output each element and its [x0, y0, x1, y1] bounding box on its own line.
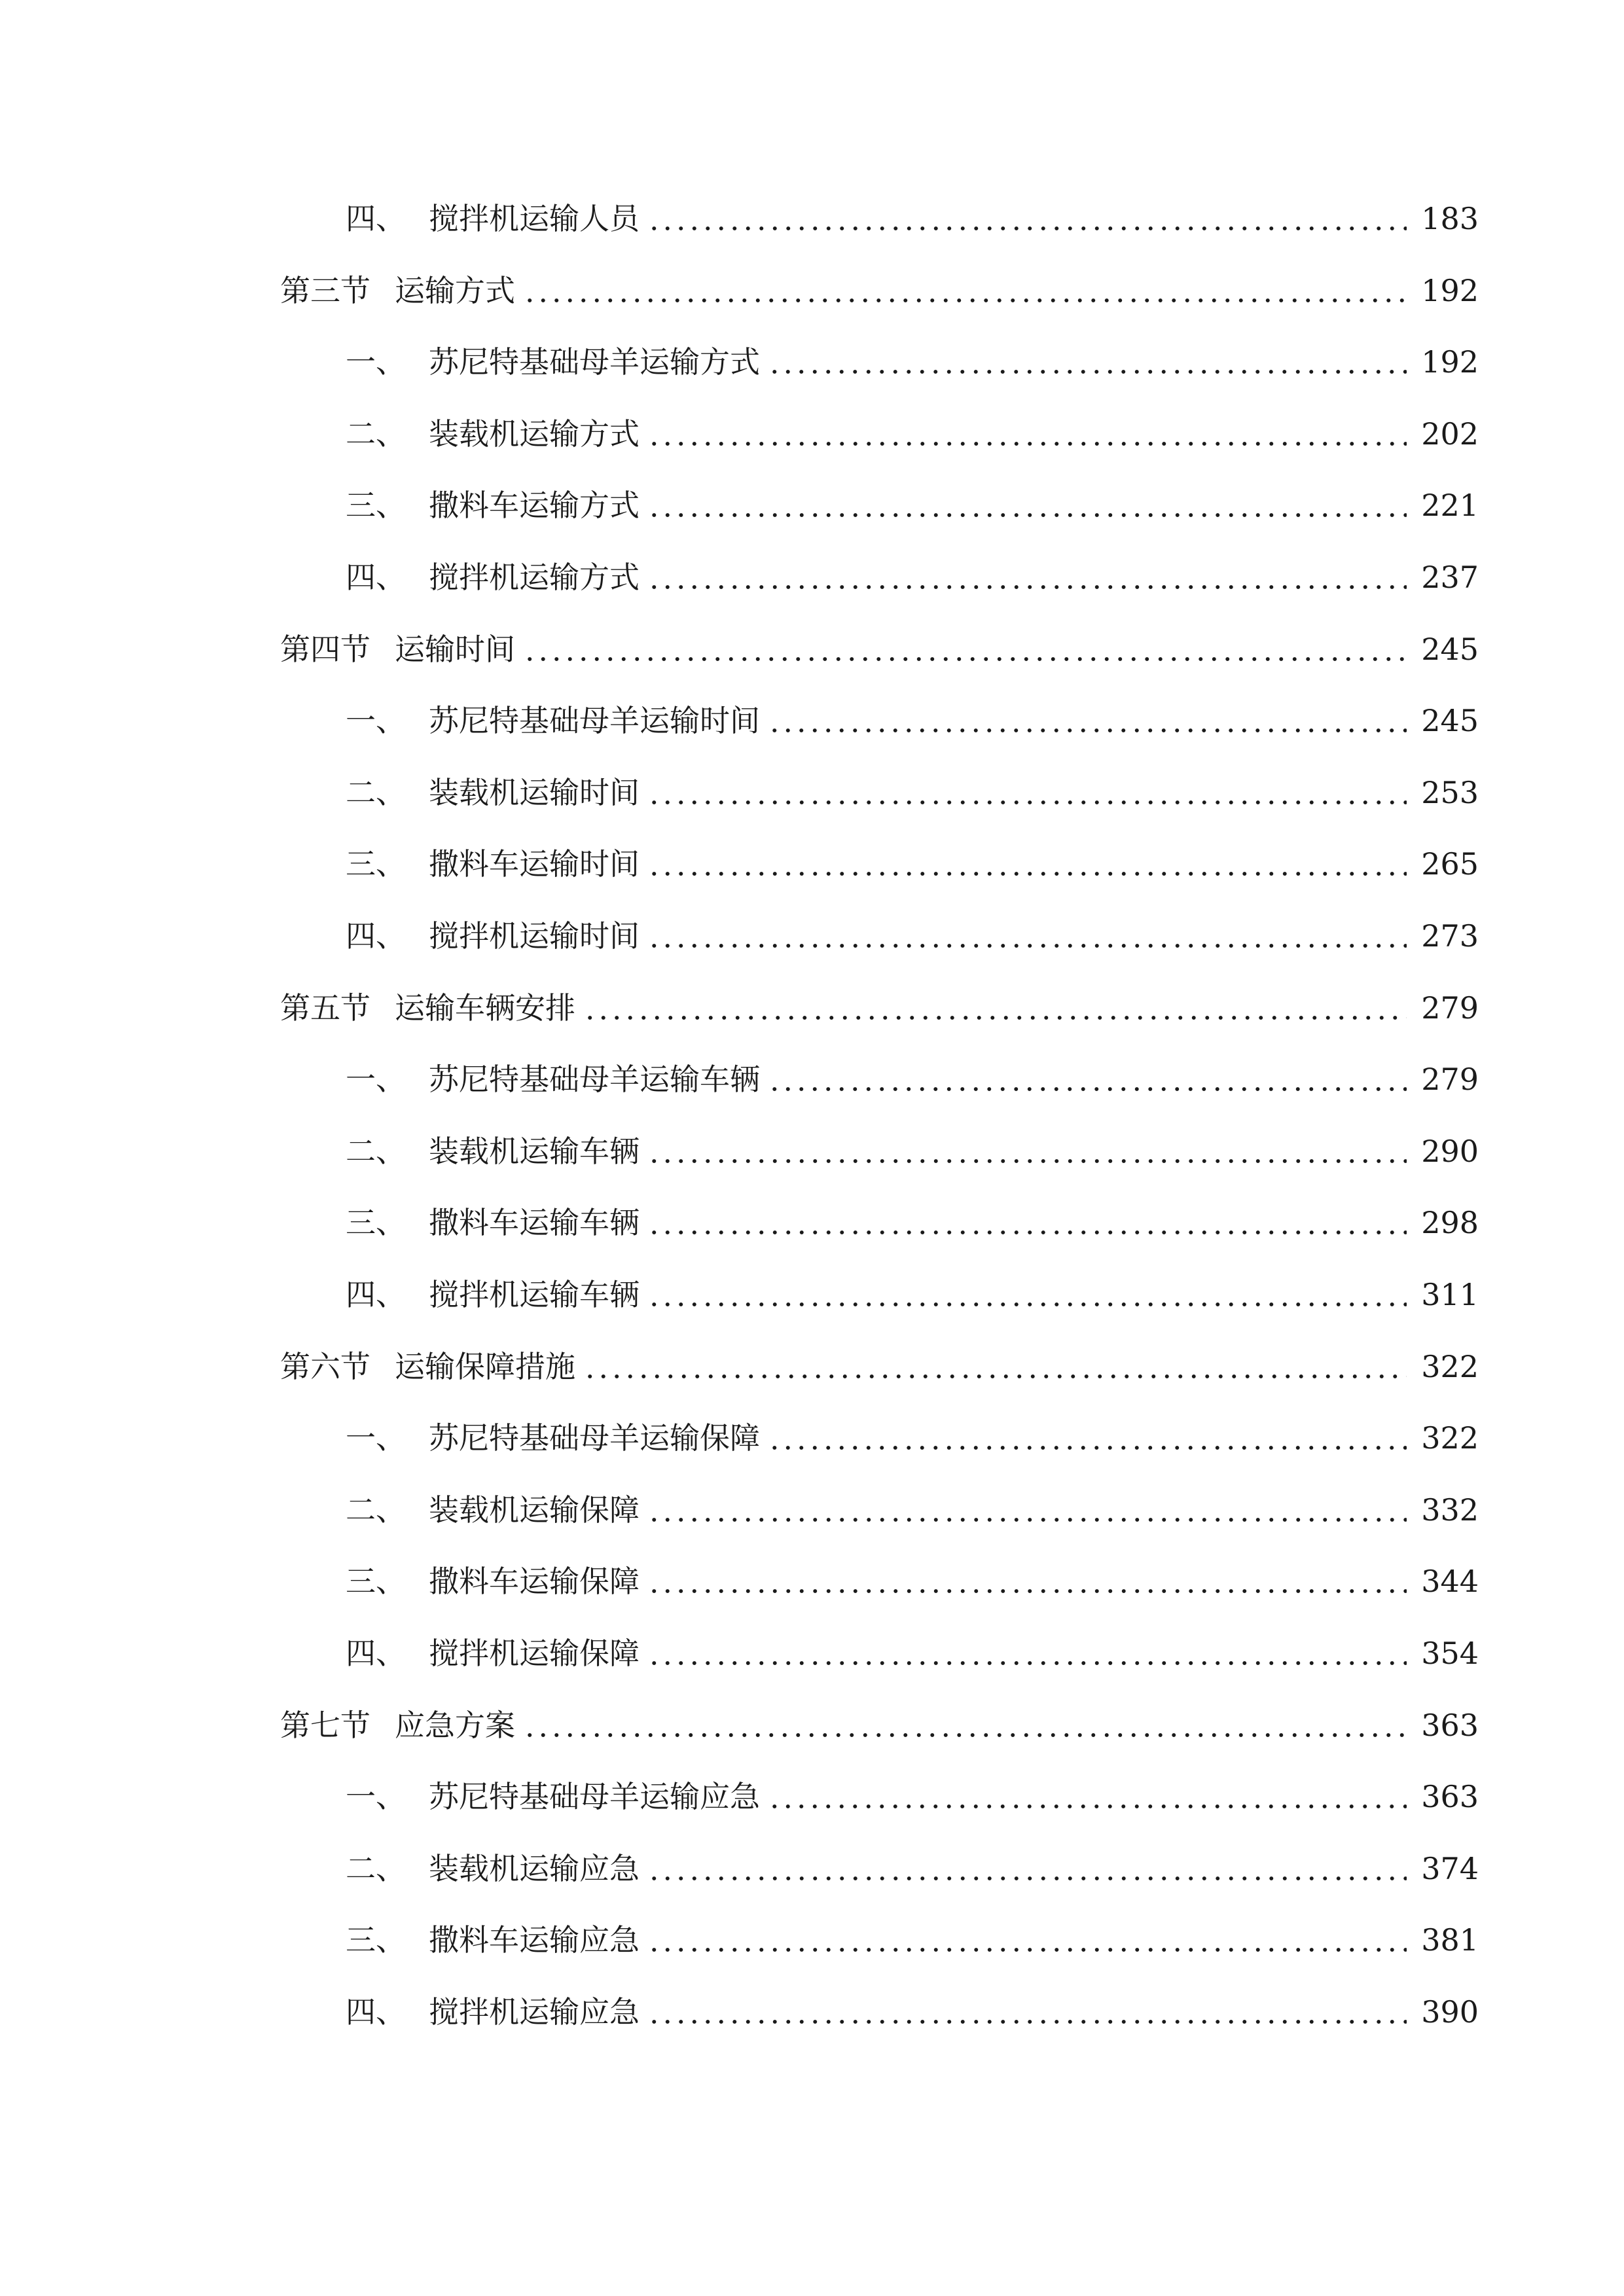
toc-dot-leader — [768, 1446, 1407, 1450]
toc-section-entry[interactable] — [280, 1339, 1479, 1394]
toc-page-number: 374 — [1421, 1851, 1479, 1886]
toc-entry-title: 撒料车运输保障 — [429, 1564, 640, 1599]
toc-page-number: 290 — [1421, 1134, 1479, 1169]
toc-dot-leader — [523, 1733, 1407, 1737]
toc-entry-number: 第七节 — [280, 1708, 370, 1743]
toc-section-entry[interactable] — [280, 622, 1479, 677]
toc-item-entry[interactable] — [346, 1769, 1479, 1824]
toc-entry-title: 撒料车运输应急 — [429, 1922, 640, 1958]
toc-page-number: 183 — [1421, 201, 1479, 236]
toc-dot-leader — [647, 585, 1407, 589]
toc-page-number: 192 — [1421, 344, 1479, 380]
toc-dot-leader — [647, 2020, 1407, 2024]
toc-entry-title: 运输时间 — [395, 632, 515, 667]
toc-entry-number: 一、 — [346, 1420, 406, 1456]
toc-entry-number: 一、 — [346, 1779, 406, 1814]
toc-entry-title: 装载机运输应急 — [429, 1851, 640, 1886]
toc-entry-title: 搅拌机运输车辆 — [429, 1277, 640, 1312]
toc-entry-title: 苏尼特基础母羊运输方式 — [429, 344, 760, 380]
toc-dot-leader — [647, 1230, 1407, 1234]
toc-page-number: 265 — [1421, 846, 1479, 882]
toc-item-entry[interactable] — [346, 1267, 1479, 1322]
toc-item-entry[interactable] — [346, 1482, 1479, 1537]
toc-entry-title: 运输保障措施 — [395, 1349, 575, 1384]
toc-item-entry[interactable] — [346, 908, 1479, 963]
toc-entry-number: 四、 — [346, 201, 406, 236]
toc-entry-title: 运输方式 — [395, 273, 515, 308]
toc-dot-leader — [647, 1661, 1407, 1665]
toc-page-number: 322 — [1421, 1420, 1479, 1456]
toc-entry-number: 四、 — [346, 1636, 406, 1671]
toc-page-number: 221 — [1421, 488, 1479, 523]
toc-page-number: 322 — [1421, 1349, 1479, 1384]
toc-dot-leader — [583, 1016, 1407, 1020]
toc-dot-leader — [583, 1374, 1407, 1378]
toc-item-entry[interactable] — [346, 1410, 1479, 1465]
toc-page-number: 381 — [1421, 1922, 1479, 1958]
toc-entry-title: 撒料车运输方式 — [429, 488, 640, 523]
toc-item-entry[interactable] — [346, 1195, 1479, 1250]
toc-entry-title: 苏尼特基础母羊运输保障 — [429, 1420, 760, 1456]
toc-item-entry[interactable] — [346, 1052, 1479, 1107]
toc-dot-leader — [647, 226, 1407, 230]
toc-entry-title: 撒料车运输车辆 — [429, 1205, 640, 1240]
toc-entry-number: 三、 — [346, 1922, 406, 1958]
toc-item-entry[interactable] — [346, 1984, 1479, 2039]
toc-entry-number: 三、 — [346, 846, 406, 882]
toc-entry-number: 第四节 — [280, 632, 370, 667]
toc-entry-number: 一、 — [346, 1062, 406, 1097]
toc-entry-title: 装载机运输保障 — [429, 1492, 640, 1528]
toc-dot-leader — [647, 944, 1407, 948]
toc-entry-number: 三、 — [346, 488, 406, 523]
toc-page-number: 279 — [1421, 990, 1479, 1026]
toc-page-number: 344 — [1421, 1564, 1479, 1599]
toc-entry-title: 装载机运输车辆 — [429, 1134, 640, 1169]
toc-page-number: 253 — [1421, 775, 1479, 810]
toc-item-entry[interactable] — [346, 1912, 1479, 1967]
toc-entry-number: 第六节 — [280, 1349, 370, 1384]
toc-entry-number: 三、 — [346, 1205, 406, 1240]
toc-section-entry[interactable] — [280, 1698, 1479, 1753]
toc-entry-title: 装载机运输方式 — [429, 416, 640, 452]
toc-item-entry[interactable] — [346, 550, 1479, 605]
toc-entry-title: 搅拌机运输人员 — [429, 201, 640, 236]
toc-item-entry[interactable] — [346, 1554, 1479, 1609]
toc-page-number: 192 — [1421, 273, 1479, 308]
toc-dot-leader — [647, 800, 1407, 804]
toc-dot-leader — [647, 1518, 1407, 1522]
toc-page-number: 363 — [1421, 1779, 1479, 1814]
toc-entry-title: 运输车辆安排 — [395, 990, 575, 1026]
toc-page-number: 390 — [1421, 1994, 1479, 2030]
toc-entry-number: 一、 — [346, 344, 406, 380]
toc-item-entry[interactable] — [346, 1841, 1479, 1896]
toc-entry-title: 苏尼特基础母羊运输应急 — [429, 1779, 760, 1814]
toc-entry-title: 装载机运输时间 — [429, 775, 640, 810]
toc-entry-title: 苏尼特基础母羊运输车辆 — [429, 1062, 760, 1097]
toc-entry-number: 第五节 — [280, 990, 370, 1026]
toc-dot-leader — [523, 657, 1407, 661]
toc-entry-title: 搅拌机运输应急 — [429, 1994, 640, 2030]
toc-dot-leader — [647, 513, 1407, 517]
toc-entry-title: 搅拌机运输时间 — [429, 918, 640, 954]
toc-entry-number: 二、 — [346, 775, 406, 810]
toc-page-number: 245 — [1421, 703, 1479, 738]
toc-page-number: 354 — [1421, 1636, 1479, 1671]
toc-dot-leader — [647, 442, 1407, 446]
toc-item-entry[interactable] — [346, 836, 1479, 891]
toc-entry-number: 二、 — [346, 1134, 406, 1169]
toc-item-entry[interactable] — [346, 334, 1479, 389]
toc-item-entry[interactable] — [346, 765, 1479, 820]
toc-dot-leader — [768, 728, 1407, 732]
toc-page-number: 273 — [1421, 918, 1479, 954]
toc-item-entry[interactable] — [346, 693, 1479, 748]
toc-entry-title: 搅拌机运输保障 — [429, 1636, 640, 1671]
toc-page-number: 237 — [1421, 560, 1479, 595]
toc-page-number: 298 — [1421, 1205, 1479, 1240]
toc-entry-number: 二、 — [346, 416, 406, 452]
toc-item-entry[interactable] — [346, 406, 1479, 461]
toc-dot-leader — [768, 1804, 1407, 1808]
toc-section-entry[interactable] — [280, 263, 1479, 318]
toc-page-number: 245 — [1421, 632, 1479, 667]
toc-item-entry[interactable] — [346, 191, 1479, 246]
toc-item-entry[interactable] — [346, 1124, 1479, 1179]
toc-entry-title: 苏尼特基础母羊运输时间 — [429, 703, 760, 738]
toc-entry-number: 三、 — [346, 1564, 406, 1599]
toc-entry-number: 四、 — [346, 1277, 406, 1312]
toc-dot-leader — [647, 1948, 1407, 1952]
toc-entry-number: 第三节 — [280, 273, 370, 308]
toc-dot-leader — [647, 1159, 1407, 1163]
toc-entry-number: 四、 — [346, 918, 406, 954]
toc-page-number: 311 — [1421, 1277, 1479, 1312]
toc-entry-number: 二、 — [346, 1492, 406, 1528]
toc-entry-title: 撒料车运输时间 — [429, 846, 640, 882]
toc-dot-leader — [523, 298, 1407, 302]
toc-dot-leader — [647, 1589, 1407, 1593]
toc-entry-number: 一、 — [346, 703, 406, 738]
toc-item-entry[interactable] — [346, 1626, 1479, 1681]
toc-section-entry[interactable] — [280, 980, 1479, 1035]
toc-page-number: 332 — [1421, 1492, 1479, 1528]
toc-item-entry[interactable] — [346, 478, 1479, 533]
toc-entry-number: 四、 — [346, 560, 406, 595]
toc-dot-leader — [647, 1876, 1407, 1880]
toc-dot-leader — [647, 1302, 1407, 1306]
toc-page-number: 363 — [1421, 1708, 1479, 1743]
toc-dot-leader — [647, 872, 1407, 876]
toc-page-number: 202 — [1421, 416, 1479, 452]
toc-entry-title: 应急方案 — [395, 1708, 515, 1743]
toc-entry-number: 二、 — [346, 1851, 406, 1886]
toc-page-number: 279 — [1421, 1062, 1479, 1097]
toc-entry-number: 四、 — [346, 1994, 406, 2030]
toc-dot-leader — [768, 1087, 1407, 1091]
toc-dot-leader — [768, 370, 1407, 374]
toc-entry-title: 搅拌机运输方式 — [429, 560, 640, 595]
